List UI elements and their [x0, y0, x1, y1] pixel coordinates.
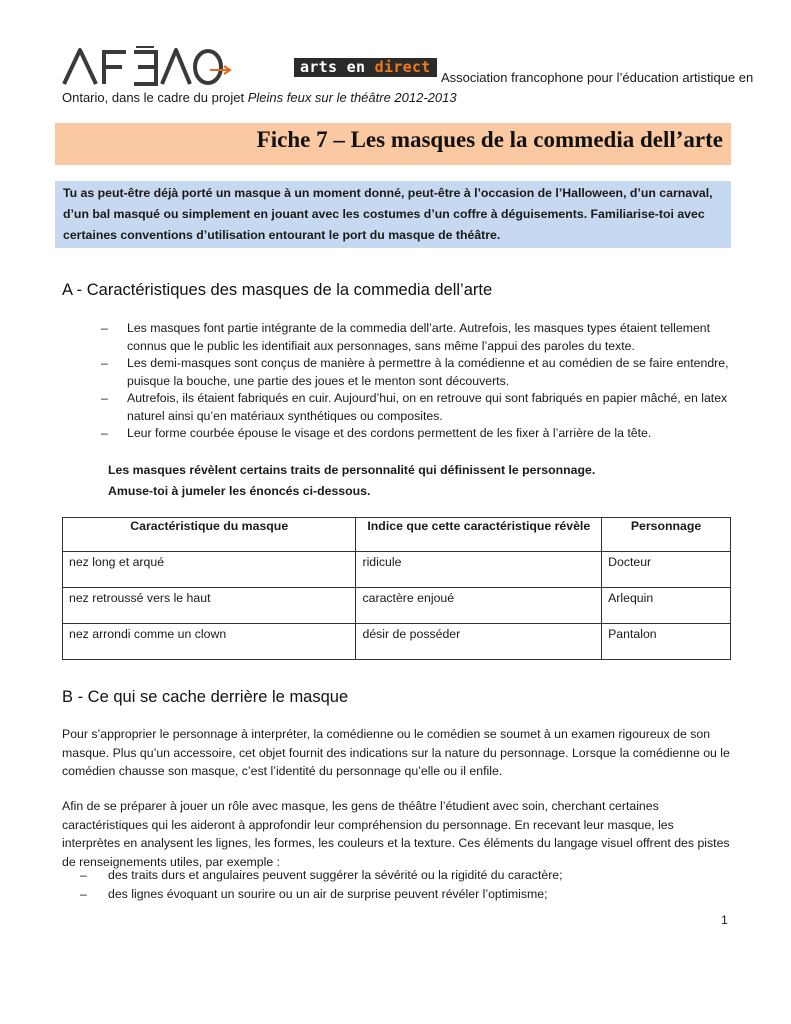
dash-bullet: –: [80, 886, 87, 901]
list-item: [101, 320, 741, 355]
afeao-logo-icon: [62, 46, 232, 86]
table-cell: ridicule: [356, 552, 602, 588]
list-item: [101, 390, 741, 425]
table-row: [63, 624, 731, 660]
list-item-text: Les masques font partie intégrante de la commedia dell’arte. Autrefois, les masques types étaient tellement connus que le public les identifiait aux personnages, sans même l’appui des paroles du texte.: [127, 321, 711, 353]
intro-box: Tu as peut-être déjà porté un masque à un moment donné, peut-être à l’occasion de l’Halloween, d’un carnaval, d’un bal masqué ou simplement en jouant avec les costumes d’un coffre à déguisements. Familiarise-toi avec certaines conventions d’utilisation entourant le port du masque de théâtre.: [55, 181, 731, 248]
section-b-heading: B - Ce qui se cache derrière le masque: [62, 688, 349, 706]
page-title: Fiche 7 – Les masques de la commedia dell’arte: [256, 127, 723, 152]
matching-instructions: [108, 460, 595, 502]
brand-prefix: arts en: [300, 58, 375, 76]
list-item: [80, 885, 730, 904]
section-b-paragraph-1: Pour s’approprier le personnage à interpréter, la comédienne ou le comédien se soumet à un examen rigoureux de son masque. Plus qu’un accessoire, cet objet fournit des indications sur la nature du personnage. Lorsque la comédienne ou le comédien chausse son masque, c’est l’identité du personnage qu’elle ou il enfile.: [62, 727, 730, 778]
section-a-list: [101, 320, 741, 443]
instruction-line-2: Amuse-toi à jumeler les énoncés ci-dessous.: [108, 484, 371, 498]
dash-bullet: –: [101, 391, 108, 405]
list-item-text: Les demi-masques sont conçus de manière à permettre à la comédienne et au comédien de se faire entendre, puisque la bouche, une partie des joues et le menton sont découverts.: [127, 356, 729, 388]
table-cell: caractère enjoué: [356, 588, 602, 624]
list-item-text: Leur forme courbée épouse le visage et des cordons permettent de les fixer à l’arrière de la tête.: [127, 426, 652, 440]
list-item-text: des lignes évoquant un sourire ou un air de surprise peuvent révéler l’optimisme;: [108, 886, 548, 901]
matching-table: [62, 517, 731, 660]
table-cell: nez retroussé vers le haut: [63, 588, 356, 624]
section-a-heading: A - Caractéristiques des masques de la commedia dell’arte: [62, 281, 493, 299]
column-header: Personnage: [602, 518, 731, 552]
arts-en-direct-badge: [294, 58, 437, 77]
section-b-paragraph-2: Afin de se préparer à jouer un rôle avec masque, les gens de théâtre l’étudient avec soin, cherchant certaines caractéristiques qui les aideront à approfondir leur compréhension du personnage. En recevant leur masque, les interprètes en analysent les lignes, les formes, les couleurs et la texture. Ces éléments du langage visuel offrent des pistes de renseignements utiles, par exemple :: [62, 799, 730, 869]
list-item-text: des traits durs et angulaires peuvent suggérer la sévérité ou la rigidité du caractère;: [108, 868, 563, 882]
association-line: Association francophone pour l’éducation artistique en: [441, 70, 754, 85]
list-item: [101, 355, 741, 390]
dash-bullet: –: [101, 426, 108, 440]
column-header: Indice que cette caractéristique révèle: [356, 518, 602, 552]
brand-accent: direct: [374, 58, 431, 76]
project-line: [62, 90, 457, 105]
table-cell: Docteur: [602, 552, 731, 588]
instruction-line-1: Les masques révèlent certains traits de personnalité qui définissent le personnage.: [108, 463, 596, 477]
dash-bullet: –: [101, 356, 108, 370]
project-line-start: Ontario, dans le cadre du projet: [62, 90, 248, 105]
list-item: [80, 866, 730, 885]
section-b-list: [80, 866, 730, 903]
title-band: [55, 123, 731, 165]
page-number: 1: [721, 913, 728, 927]
table-cell: nez long et arqué: [63, 552, 356, 588]
table-cell: Pantalon: [602, 624, 731, 660]
afeao-logo: [62, 46, 232, 91]
table-header-row: [63, 518, 731, 552]
column-header: Caractéristique du masque: [63, 518, 356, 552]
table-row: [63, 552, 731, 588]
dash-bullet: –: [101, 321, 108, 335]
table-cell: Arlequin: [602, 588, 731, 624]
dash-bullet: –: [80, 868, 87, 882]
list-item-text: Autrefois, ils étaient fabriqués en cuir. Aujourd’hui, on en retrouve qui sont fabriqués en papier mâché, en latex naturel ainsi qu’en matériaux synthétiques ou composites.: [127, 391, 728, 423]
table-cell: désir de posséder: [356, 624, 602, 660]
list-item: [101, 425, 741, 443]
table-row: [63, 588, 731, 624]
project-name: Pleins feux sur le théâtre 2012-2013: [247, 90, 457, 105]
table-cell: nez arrondi comme un clown: [63, 624, 356, 660]
